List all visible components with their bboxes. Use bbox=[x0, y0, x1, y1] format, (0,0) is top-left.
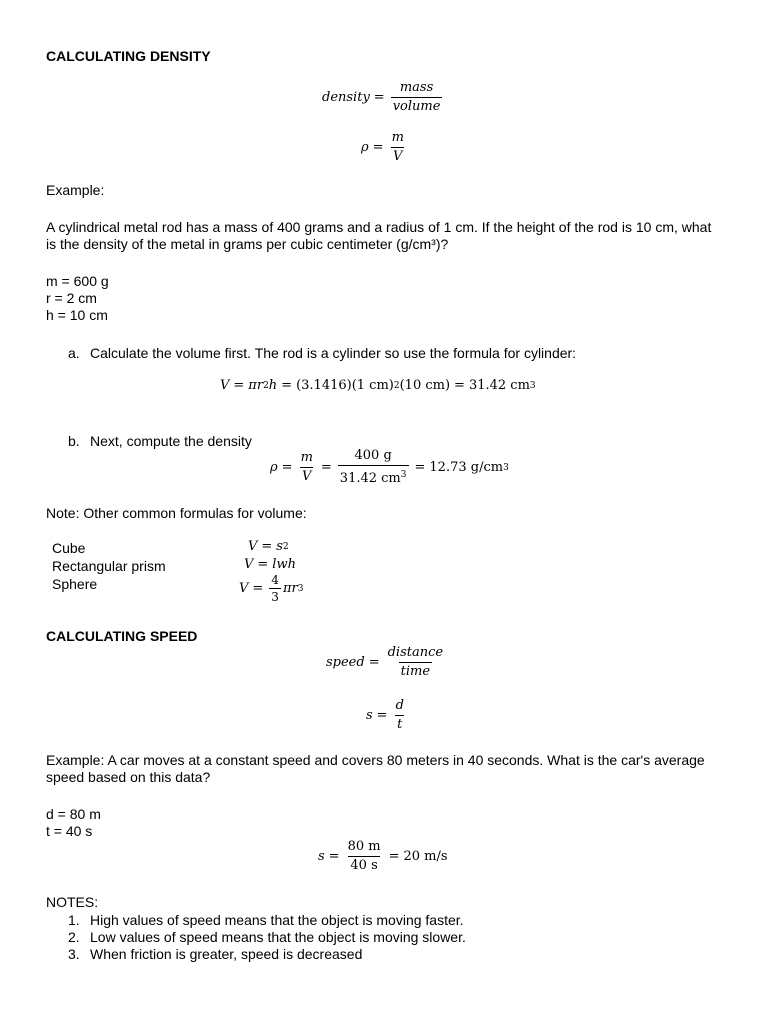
speed-heading: CALCULATING SPEED bbox=[46, 628, 198, 644]
numerator: m bbox=[300, 450, 313, 465]
exponent: 2 bbox=[263, 380, 269, 391]
shape-rectangular-prism: Rectangular prism bbox=[52, 558, 166, 574]
eq-part: πr bbox=[248, 378, 264, 393]
speed-example-text: Example: A car moves at a constant speed and covers 80 meters in 40 seconds. What is the car's average speed based on this data? bbox=[46, 752, 705, 785]
exponent: 2 bbox=[282, 541, 289, 552]
list-marker: a. bbox=[68, 345, 80, 361]
given-height: h = 10 cm bbox=[46, 307, 108, 323]
equals-sign: = bbox=[320, 460, 332, 475]
note-text: Low values of speed means that the object is moving slower. bbox=[90, 929, 466, 945]
equals-sign: = bbox=[372, 140, 384, 155]
volume-formulas-note: Note: Other common formulas for volume: bbox=[46, 505, 307, 521]
shape-sphere: Sphere bbox=[52, 576, 98, 592]
fraction bbox=[299, 450, 315, 485]
formula-lhs: s bbox=[366, 708, 373, 723]
fraction bbox=[269, 573, 281, 604]
list-marker: 3. bbox=[68, 946, 80, 962]
eq-part: V bbox=[220, 378, 230, 393]
given-mass: m = 600 g bbox=[46, 273, 109, 289]
formula-lhs: V bbox=[239, 581, 249, 596]
equals-sign: = bbox=[373, 90, 385, 105]
list-marker: 2. bbox=[68, 929, 80, 945]
speed-result: 20 m/s bbox=[403, 849, 448, 864]
numerator: d bbox=[395, 698, 404, 713]
fraction bbox=[346, 839, 383, 874]
cylinder-volume-equation bbox=[220, 378, 536, 393]
numerator: 400 g bbox=[354, 448, 392, 463]
step-b-text: Next, compute the density bbox=[90, 433, 252, 449]
formula-lhs: s bbox=[318, 849, 325, 864]
formula-rhs: lwh bbox=[272, 557, 296, 572]
density-symbol-formula bbox=[361, 130, 408, 165]
equals-sign: = bbox=[454, 378, 465, 393]
speed-givens bbox=[46, 806, 101, 840]
denominator: t bbox=[397, 717, 403, 732]
eq-part: (3.1416)(1 cm) bbox=[296, 378, 394, 393]
note-text: High values of speed means that the object is moving faster. bbox=[90, 912, 464, 928]
density-problem-text: A cylindrical metal rod has a mass of 400 grams and a radius of 1 cm. If the height of the rod is 10 cm, what is the density of the metal in grams per cubic centimeter (g/cm³)? bbox=[46, 219, 712, 252]
eq-part: h bbox=[268, 378, 278, 393]
equals-sign: = bbox=[257, 557, 269, 572]
equals-sign: = bbox=[281, 460, 293, 475]
formula-lhs: speed bbox=[326, 655, 365, 670]
fraction bbox=[390, 130, 406, 165]
formula-lhs: V bbox=[244, 557, 254, 572]
equals-sign: = bbox=[281, 378, 293, 393]
exponent: 3 bbox=[297, 583, 304, 594]
numerator: 4 bbox=[271, 573, 279, 587]
numerator: mass bbox=[399, 80, 434, 95]
formula-lhs: ρ bbox=[270, 460, 278, 475]
prism-volume-formula bbox=[244, 557, 296, 572]
denominator: V bbox=[393, 149, 403, 164]
list-marker: b. bbox=[68, 433, 80, 449]
note-item bbox=[68, 946, 466, 963]
eq-part: (10 cm) bbox=[399, 378, 451, 393]
formula-rhs: s bbox=[276, 539, 283, 554]
notes-list bbox=[68, 912, 466, 963]
note-text: When friction is greater, speed is decreased bbox=[90, 946, 363, 962]
denominator bbox=[338, 465, 409, 487]
equals-sign: = bbox=[233, 378, 245, 393]
notes-label: NOTES: bbox=[46, 894, 99, 910]
speed-symbol-formula bbox=[366, 698, 408, 733]
denominator: time bbox=[400, 664, 431, 679]
exponent: 3 bbox=[529, 380, 536, 391]
equals-sign: = bbox=[261, 539, 273, 554]
exponent: 3 bbox=[503, 462, 509, 473]
note-item bbox=[68, 912, 466, 929]
given-radius: r = 2 cm bbox=[46, 290, 97, 306]
denominator: volume bbox=[392, 99, 441, 114]
sphere-volume-formula bbox=[239, 573, 303, 604]
exponent: 2 bbox=[393, 380, 400, 391]
density-calculation bbox=[270, 448, 509, 487]
equals-sign: = bbox=[252, 581, 264, 596]
numerator: 80 m bbox=[347, 839, 381, 854]
given-time: t = 40 s bbox=[46, 823, 93, 839]
shape-cube: Cube bbox=[52, 540, 86, 556]
formula-lhs: V bbox=[248, 539, 258, 554]
cube-volume-formula bbox=[248, 539, 289, 554]
fraction bbox=[394, 698, 406, 733]
example-label: Example: bbox=[46, 182, 105, 198]
equals-sign: = bbox=[368, 655, 380, 670]
shape-names bbox=[52, 540, 166, 594]
denominator: 40 s bbox=[350, 858, 378, 873]
fraction bbox=[338, 448, 409, 487]
denominator: 3 bbox=[271, 590, 279, 604]
note-item bbox=[68, 929, 466, 946]
step-a bbox=[68, 345, 768, 362]
fraction bbox=[391, 80, 443, 115]
formula-lhs: density bbox=[322, 90, 370, 105]
density-givens bbox=[46, 273, 109, 324]
speed-formula bbox=[326, 645, 447, 680]
speed-calculation bbox=[318, 839, 448, 874]
equals-sign: = bbox=[388, 849, 400, 864]
density-heading: CALCULATING DENSITY bbox=[46, 48, 211, 64]
numerator: m bbox=[391, 130, 404, 145]
fraction bbox=[386, 645, 445, 680]
density-formula bbox=[322, 80, 444, 115]
denominator-value: 31.42 cm bbox=[339, 471, 401, 486]
formula-lhs: ρ bbox=[361, 140, 369, 155]
step-a-text: Calculate the volume first. The rod is a cylinder so use the formula for cylinder: bbox=[90, 345, 577, 361]
equals-sign: = bbox=[328, 849, 340, 864]
equals-sign: = bbox=[376, 708, 388, 723]
numerator: distance bbox=[387, 645, 444, 660]
given-distance: d = 80 m bbox=[46, 806, 101, 822]
exponent: 3 bbox=[400, 470, 407, 480]
list-marker: 1. bbox=[68, 912, 80, 928]
denominator: V bbox=[302, 469, 312, 484]
density-result: 12.73 g/cm bbox=[429, 460, 504, 475]
equals-sign: = bbox=[414, 460, 426, 475]
formula-rhs: πr bbox=[282, 581, 298, 596]
eq-part: 31.42 cm bbox=[468, 378, 530, 393]
